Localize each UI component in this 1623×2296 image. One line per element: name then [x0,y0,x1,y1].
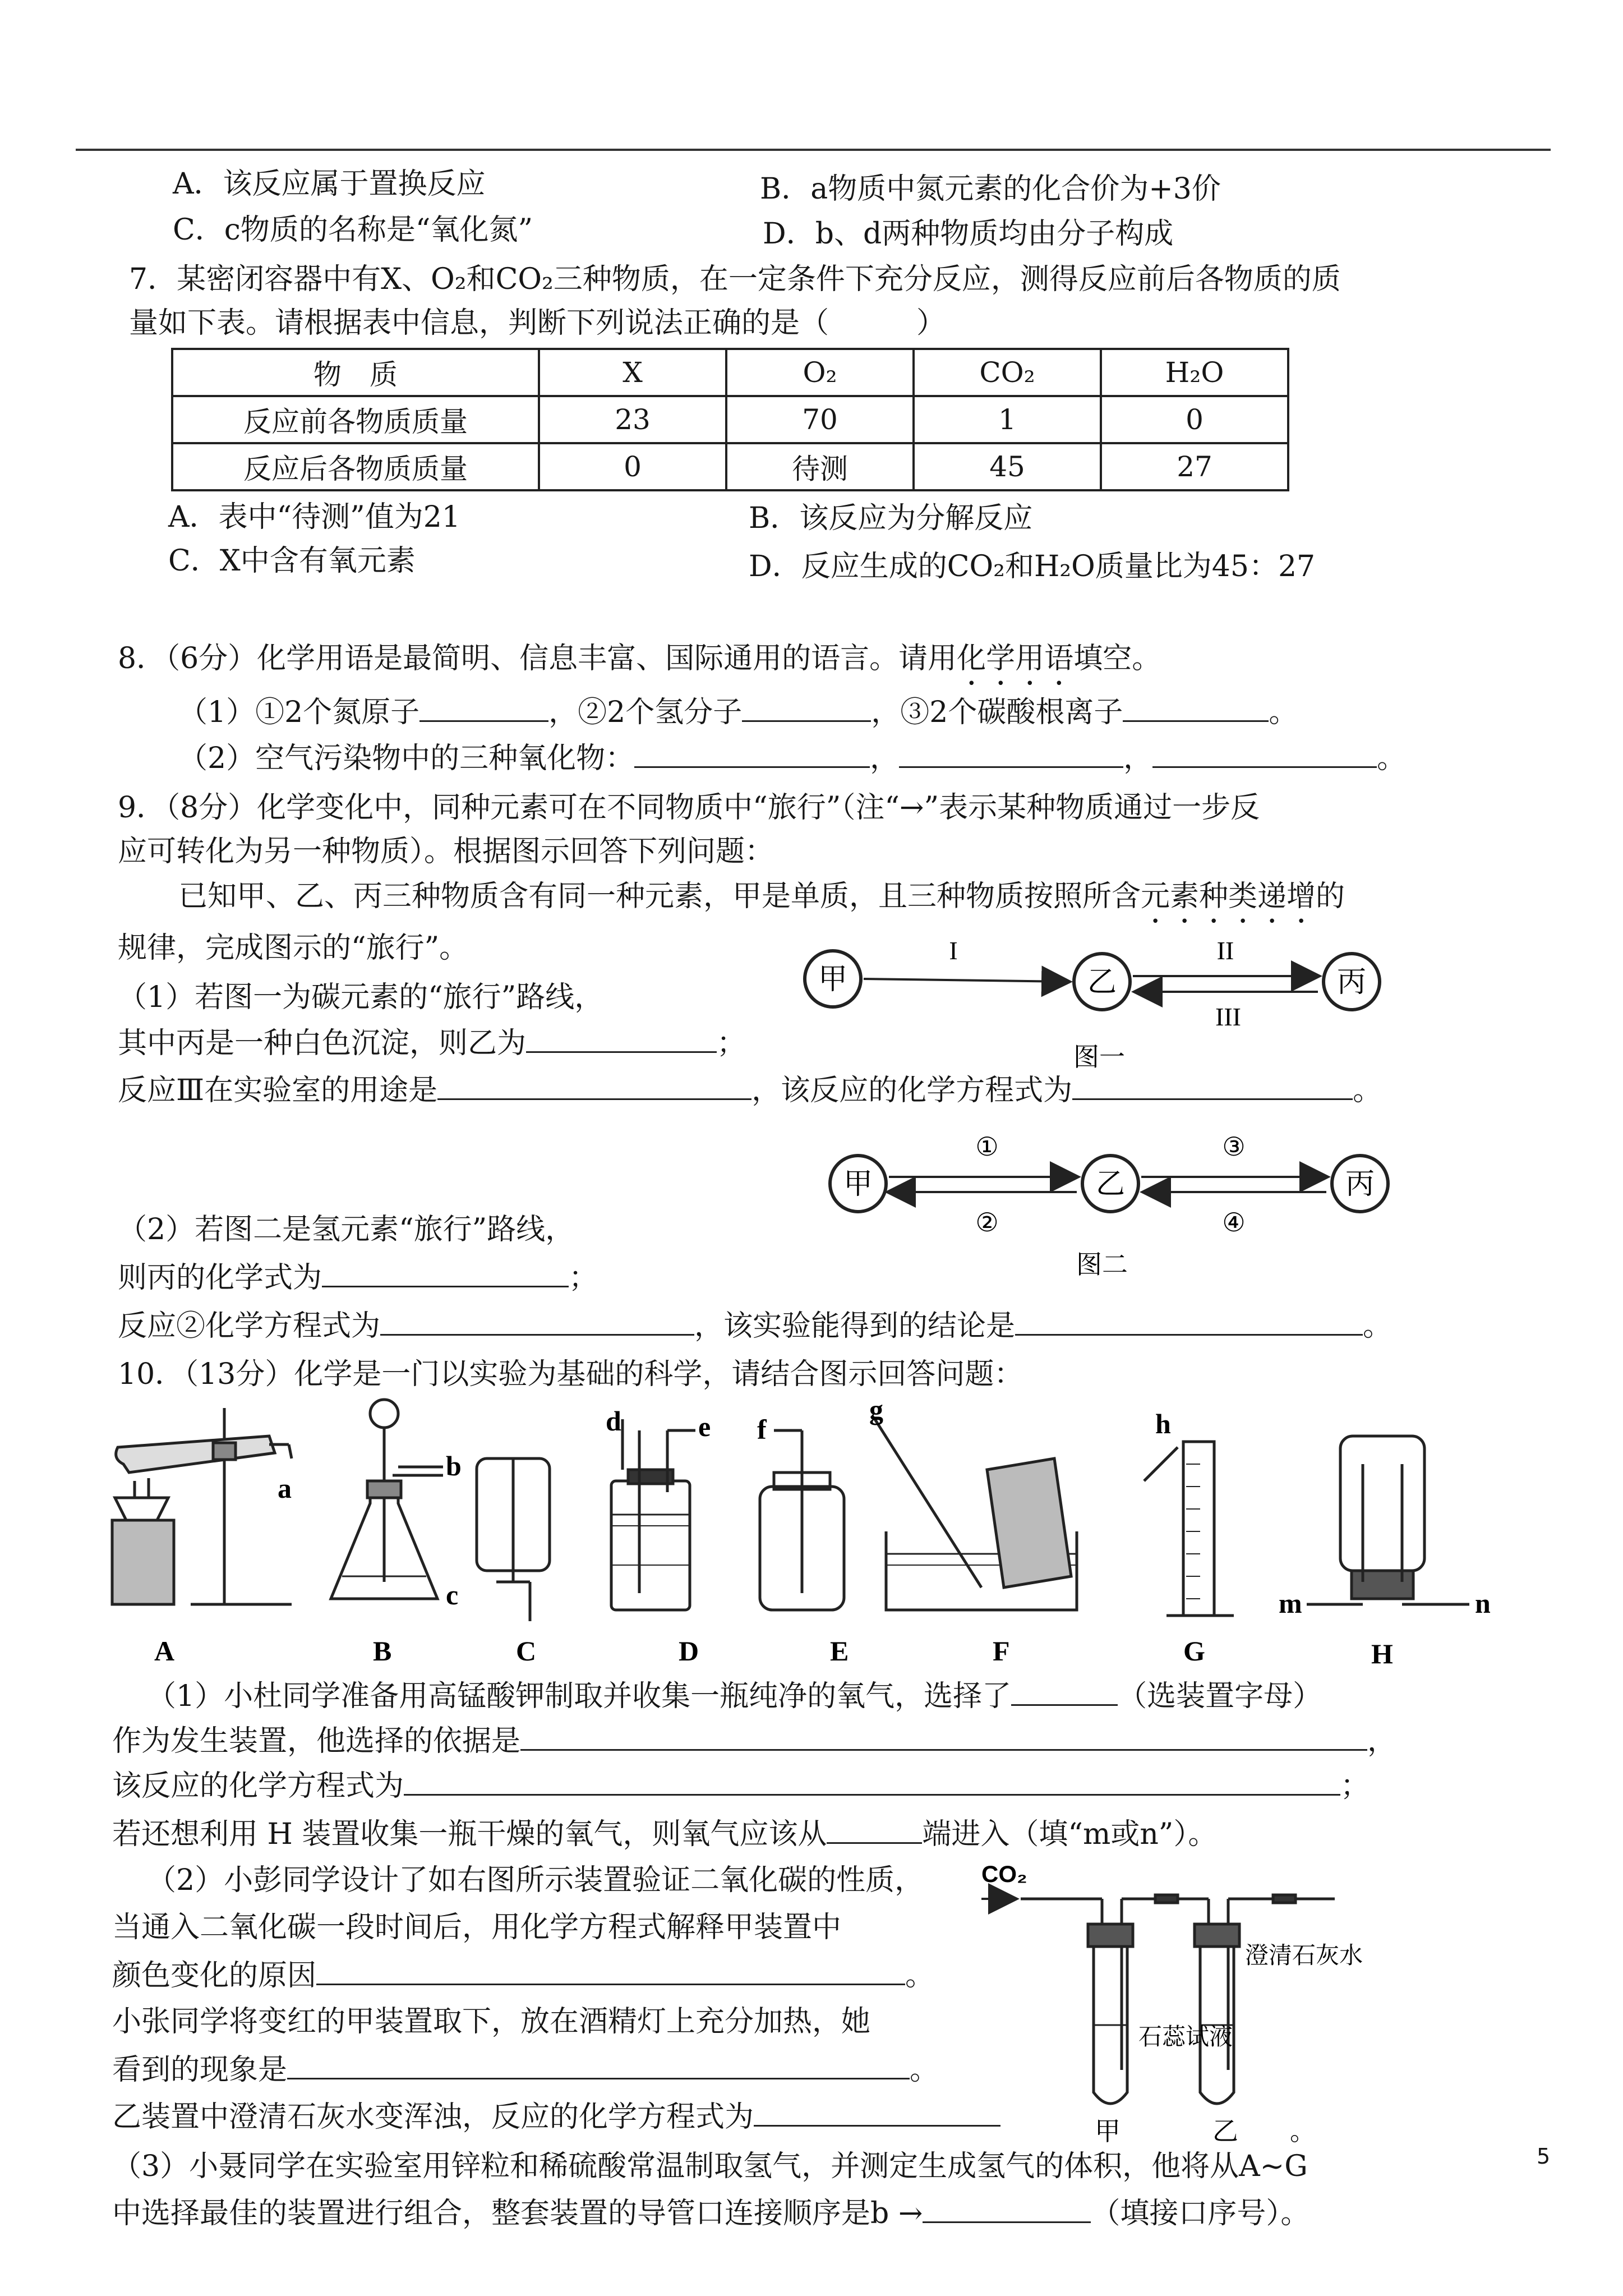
table-header-cell: O₂ [726,349,914,396]
arrow-label-3: ③ [1222,1131,1246,1162]
q10-p3-line2 [112,2194,1310,2231]
apparatus-b-drawing [331,1400,443,1599]
port-label-c: c [446,1579,459,1611]
figure-1-diagram [785,926,1430,1088]
port-label-h: h [1155,1408,1171,1439]
apparatus-label-d: D [679,1635,699,1667]
q9-p2-l3-text-b: ，该实验能得到的结论是 [694,1309,1016,1343]
port-label-n: n [1475,1588,1491,1619]
table-cell: 反应前各物质质量 [172,396,539,443]
q6-option-d: D．b、d两种物质均由分子构成 [763,217,1174,251]
answer-blank[interactable] [404,1767,1340,1796]
semicolon: ； [717,1027,746,1060]
q10-p2-line3 [112,1957,934,1994]
q7-option-c: C．X中含有氧元素 [168,544,416,578]
table-header-cell: H₂O [1101,349,1288,396]
port-label-g: g [869,1397,883,1425]
node-yi [1082,1156,1138,1212]
q9-p1-line1: （1）若图一为碳元素的“旅行”路线， [118,981,604,1014]
apparatus-label-g: G [1183,1635,1205,1667]
answer-blank[interactable] [1015,1307,1363,1336]
q9-stem-line3 [178,878,1345,930]
apparatus-label-e: E [830,1635,849,1667]
q8-stem-text-end: 填空。 [1073,642,1161,675]
apparatus-d-drawing [611,1419,695,1610]
arrow-label-1: ① [975,1131,999,1162]
q10-p2-l3-text: 颜色变化的原因 [112,1959,317,1993]
q8-part2 [178,739,1406,776]
q10-p1-l4-hint: 端进入（填“m或n”）。 [922,1818,1218,1851]
q9-p2-line1: （2）若图二是氢元素“旅行”路线， [118,1213,575,1246]
q8-stem [118,641,1161,692]
q6-option-b: B．a物质中氮元素的化合价为+3价 [760,172,1221,206]
header-rule [76,149,1551,151]
apparatus-f-drawing [875,1419,1077,1610]
answer-blank[interactable] [419,693,548,722]
q9-stem-line4: 规律，完成图示的“旅行”。 [118,931,469,965]
q10-p2-l5-text: 看到的现象是 [112,2053,288,2087]
q10-p1-l2-text: 作为发生装置，他选择的依据是 [112,1724,521,1758]
q9-p2-line3 [118,1307,1392,1344]
q10-stem: 10．（13分）化学是一门以实验为基础的科学，请结合图示回答问题： [118,1358,1023,1391]
arrow-label-I: I [949,936,958,965]
q8-stem-text: 8．（6分）化学用语是最简明、信息丰富、国际通用的语言。请用 [118,642,957,675]
table-row [172,396,1288,443]
answer-blank[interactable] [1152,739,1377,768]
table-header-cell: 物 质 [172,349,539,396]
node-bing [1324,954,1380,1010]
period: 。 [1363,1309,1393,1343]
q7-option-a: A．表中“待测”值为21 [168,500,460,534]
q9-p2-l3-text: 反应②化学方程式为 [118,1309,381,1343]
q10-p1-line1 [147,1677,1322,1714]
q8-p2-label: （2）空气污染物中的三种氧化物： [178,742,635,775]
apparatus-figure [101,1397,1514,1677]
answer-blank[interactable] [634,739,870,768]
q7-stem-line2: 量如下表。请根据表中信息，判断下列说法正确的是（ ） [129,306,946,340]
q9-p1-l3-text: 反应Ⅲ在实验室的用途是 [118,1074,438,1107]
limewater-label: 澄清石灰水 [1245,1941,1363,1969]
figure-2-diagram [796,1122,1441,1290]
apparatus-label-c: C [516,1635,537,1667]
q10-p1-line2 [112,1722,1396,1759]
q8-p1-label-c: ，③2个碳酸根离子 [871,696,1123,729]
q8-part1 [178,693,1298,730]
q6-option-c: C．c物质的名称是“氧化氮” [173,213,533,247]
q9-p2-l2-text: 则丙的化学式为 [118,1261,322,1295]
node-jia [830,1156,886,1212]
period: 。 [1353,1074,1382,1107]
answer-blank[interactable] [923,2194,1091,2223]
apparatus-h-drawing [1307,1436,1469,1604]
figure-2-caption: 图二 [1076,1249,1128,1280]
tube-yi-caption: 乙 [1212,2116,1238,2146]
answer-blank[interactable] [526,1024,717,1053]
port-label-a: a [278,1473,292,1504]
answer-blank[interactable] [899,739,1123,768]
q9-p1-l2-text: 其中丙是一种白色沉淀，则乙为 [118,1027,527,1060]
svg-text:甲: 甲 [818,963,848,996]
q10-p2-line2: 当通入二氧化碳一段时间后，用化学方程式解释甲装置中 [112,1911,842,1944]
answer-blank[interactable] [287,2051,910,2079]
table-row [172,443,1288,490]
q9-stem-line2: 应可转化为另一种物质）。根据图示回答下列问题： [118,835,774,868]
svg-text:甲: 甲 [843,1167,873,1201]
comma: ， [1367,1724,1397,1758]
answer-blank[interactable] [380,1307,694,1336]
period: 。 [910,2053,939,2087]
apparatus-g-drawing [1144,1442,1234,1616]
table-cell: 23 [539,396,726,443]
answer-blank[interactable] [520,1722,1367,1751]
svg-text:乙: 乙 [1087,965,1117,999]
port-label-m: m [1279,1588,1302,1619]
q10-p2-l6-text: 乙装置中澄清石灰水变浑浊，反应的化学方程式为 [112,2100,754,2134]
apparatus-a-drawing [112,1408,292,1604]
q10-p3-l2-hint: （填接口序号）。 [1091,2197,1310,2230]
answer-blank[interactable] [322,1259,569,1287]
table-cell: 反应后各物质质量 [172,443,539,490]
q10-p1-l4-text: 若还想利用 H 装置收集一瓶干燥的氧气，则氧气应该从 [112,1818,827,1851]
node-jia [805,951,861,1007]
co2-label: CO₂ [981,1861,1027,1887]
apparatus-label-b: B [373,1635,392,1667]
answer-blank[interactable] [754,2098,1000,2127]
arrow-label-II: II [1216,936,1234,965]
table-cell: 0 [539,443,726,490]
co2-test-figure [976,1857,1481,2148]
answer-blank[interactable] [1123,693,1269,722]
q7-stem-line1: 7．某密闭容器中有X、O₂和CO₂三种物质，在一定条件下充分反应，测得反应前后各物质的质 [129,263,1341,296]
q9-p1-l3-text-b: ，该反应的化学方程式为 [751,1074,1073,1107]
q10-p1-line3 [112,1767,1370,1804]
q10-p1-line4 [112,1815,1217,1852]
q9-p2-line2 [118,1259,598,1296]
answer-blank[interactable] [437,1071,751,1100]
arrow-label-4: ④ [1222,1207,1246,1237]
apparatus-c-drawing [477,1458,550,1621]
period: 。 [1377,742,1407,775]
q9-stem3-emphasis: 元素种类递增 [1141,880,1316,913]
table-header-cell: CO₂ [914,349,1101,396]
q10-p3-l2-text: 中选择最佳的装置进行组合，整套装置的导管口连接顺序是b → [112,2197,923,2230]
q10-p2-line6 [112,2098,1000,2135]
q10-p1-l3-text: 该反应的化学方程式为 [112,1769,404,1803]
node-bing [1332,1156,1388,1212]
q8-stem-emphasis: 化学用语 [957,642,1074,675]
arrow-label-2: ② [975,1207,999,1237]
svg-text:乙: 乙 [1095,1167,1126,1201]
node-yi [1074,954,1130,1010]
q10-p2-line5 [112,2051,939,2088]
page-number: 5 [1537,2144,1551,2169]
q6-option-a: A．该反应属于置换反应 [173,167,486,201]
table-cell: 27 [1101,443,1288,490]
q10-p2-line4: 小张同学将变红的甲装置取下，放在酒精灯上充分加热，她 [112,2005,871,2039]
q10-p2-line1: （2）小彭同学设计了如右图所示装置验证二氧化碳的性质， [147,1864,924,1897]
table-cell: 待测 [726,443,914,490]
q8-p1-end: 。 [1269,696,1298,729]
figure-1-caption: 图一 [1073,1042,1125,1072]
answer-blank[interactable] [827,1815,922,1844]
q7-mass-table [171,348,1289,491]
arrow-label-III: III [1215,1002,1241,1031]
q10-p3-line1: （3）小聂同学在实验室用锌粒和稀硫酸常温制取氢气，并测定生成氢气的体积，他将从A~G [112,2150,1308,2183]
q10-p1-l1-text: （1）小杜同学准备用高锰酸钾制取并收集一瓶纯净的氧气，选择了 [147,1680,1012,1713]
table-cell: 70 [726,396,914,443]
svg-text:丙: 丙 [1336,965,1367,999]
answer-blank[interactable] [316,1957,905,1985]
semicolon: ； [569,1261,598,1295]
apparatus-label-h: H [1371,1638,1393,1669]
q9-stem-line1: 9．（8分）化学变化中，同种元素可在不同物质中“旅行”（注“→”表示某种物质通过一步反 [118,791,1260,825]
tube-jia-caption: 甲 [1095,2116,1121,2146]
q9-stem3-text: 已知甲、乙、丙三种物质含有同一种元素，甲是单质，且三种物质按照所含 [178,880,1141,913]
port-label-b: b [446,1450,462,1481]
apparatus-label-a: A [154,1635,175,1667]
table-header-cell: X [539,349,726,396]
table-cell: 0 [1101,396,1288,443]
table-cell: 45 [914,443,1101,490]
apparatus-e-drawing [760,1430,844,1610]
svg-text:丙: 丙 [1345,1167,1375,1201]
q9-stem3-end: 的 [1316,880,1345,913]
q7-option-d: D．反应生成的CO₂和H₂O质量比为45：27 [749,550,1316,583]
q7-option-b: B．该反应为分解反应 [749,501,1033,535]
apparatus-label-f: F [993,1635,1010,1667]
table-header-row [172,349,1288,396]
period: 。 [905,1959,935,1993]
q9-p1-line2 [118,1024,746,1061]
port-label-f: f [757,1414,767,1445]
semicolon: ； [1340,1769,1370,1803]
comma: ， [1123,742,1153,775]
q10-p1-l1-hint: （选装置字母） [1118,1680,1322,1713]
figure-period: 。 [1290,2116,1316,2146]
q8-p1-label-a: （1）①2个氮原子 [178,696,420,729]
comma: ， [870,742,900,775]
arrow-I [864,979,1068,982]
answer-blank[interactable] [1011,1677,1118,1706]
table-cell: 1 [914,396,1101,443]
port-label-e: e [698,1411,711,1442]
q8-p1-label-b: ，②2个氢分子 [548,696,743,729]
port-label-d: d [606,1405,621,1437]
litmus-label: 石蕊试液 [1138,2023,1233,2050]
answer-blank[interactable] [742,693,871,722]
